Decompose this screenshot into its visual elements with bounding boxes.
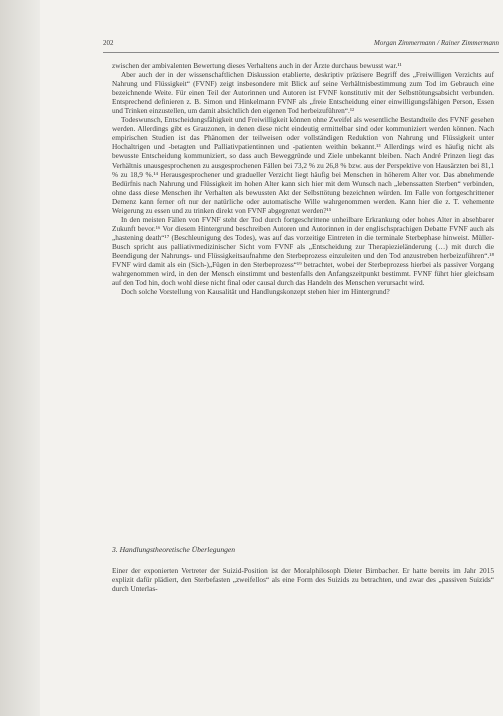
- running-head-authors: Morgan Zimmermann / Rainer Zimmermann: [374, 39, 499, 47]
- paragraph: Einer der exponierten Vertreter der Suizid-Position ist der Moralphilosoph Dieter Birnbacher. Er hatte bereits im Jahr 2015 explizit dafür plädiert, den Sterbefasten „zweifellos“ als eine Form des Suizids zu betrachten, und zwar des „passiven Suizids“ durch Unterlas-: [112, 566, 494, 594]
- header-rule: [103, 52, 499, 53]
- paragraph: In den meisten Fällen von FVNF steht der Tod durch fortgeschrittene unheilbare Erkrankung oder hohes Alter in absehbarer Zukunft bevor.¹⁶ Vor diesem Hintergrund beschreiben Autoren und Autorinnen in der englischsprachigen Debatte FVNF auch als „hastening death“¹⁷ (Beschleunigung des Todes), was auf das vorzeitige Eintreten in die terminale Sterbephase hinweist. Müller-Busch spricht aus palliativmedizinischer Sicht vom FVNF als „Entscheidung zur Therapiezieländerung (…) mit durch die Beendigung der Nahrungs- und Flüssigkeitsaufnahme den Sterbeprozess einzuleiten und den Tod anzustreben herbeizuführen“.¹⁸ FVNF wird damit als ein (Sich-)„Fügen in den Sterbeprozess“¹⁹ betrachtet, wobei der Sterbeprozess hierbei als passiver Vorgang wahrgenommen wird, in den der Mensch einstimmt und bestenfalls den Anfangszeitpunkt bestimmt. FVNF führt hier gleichsam auf den Tod hin, doch wohl diese nicht final oder causal durch das Handeln des Menschen verursacht wird.: [112, 214, 494, 288]
- binding-shadow: [0, 0, 40, 716]
- paragraph: zwischen der ambivalenten Bewertung dieses Verhaltens auch in der Ärzte durchaus bewusst war.¹¹: [112, 61, 402, 70]
- paragraph: Todeswunsch, Entscheidungsfähigkeit und Freiwilligkeit können ohne Zweifel als wesentliche Bestandteile des FVNF gesehen werden. Allerdings gibt es Grauzonen, in denen diese nicht eindeutig ermittelbar sind oder kommuniziert werden können. Nach empirischen Studien ist das Phänomen der teilweisen oder vollständigen Reduktion von Nahrung und Flüssigkeit unter Hochaltrigen und -betagten und Palliativpatientinnen und -patienten weithin bekannt.¹³ Allerdings wird es häufig nicht als bewusste Entscheidung kommuniziert, so dass auch Beweggründe und Ziele unbekannt bleiben. Nach André Prinzen liegt das Verhältnis unausgesprochenen zu ausgesprochenen Fällen bei 73,2 % zu 26,8 % bzw. aus der Perspektive von Hausärzten bei 81,1 % zu 18,9 %.¹⁴ Herausgesprochener und gradueller Verzicht liegt häufig bei Menschen in höherem Alter vor. Das abnehmende Bedürfnis nach Nahrung und Flüssigkeit im hohen Alter kann sich hier mit dem Wunsch nach „lebenssatten Sterben“ verbinden, ohne dass diese Menschen ihr Verhalten als bewussten Akt der Selbsttötung bezeichnen würden. Im Falle von fortgeschrittener Demenz kann ferner oft nur der natürliche oder automatische Wille wahrgenommen werden. Kann hier die z. T. vehemente Weigerung zu essen und zu trinken direkt von FVNF abgegrenzt werden?¹⁵: [112, 115, 494, 215]
- running-header: [103, 37, 499, 51]
- body-text: [112, 61, 494, 296]
- section-heading: 3. Handlungstheoretische Überlegungen: [112, 545, 236, 554]
- paragraph: Aber auch der in der wissenschaftlichen Diskussion etablierte, deskriptiv präzisere Begriff des „Freiwilligen Verzichts auf Nahrung und Flüssigkeit“ (FVNF) zeigt insbesondere mit Blick auf seine Verhältnisbestimmung zum Tod im Gebrauch eine bezeichnende Weite. Für einen Teil der Autorinnen und Autoren ist FVNF konstitutiv mit der Selbsttötungsabsicht verbunden. Entsprechend definieren z. B. Simon und Hinkelmann FVNF als „freie Entscheidung einer einwilligungsfähigen Person, Essen und Trinken einzustellen, um damit absichtlich den eigenen Tod herbeizuführen“.¹²: [112, 70, 494, 116]
- section-body: [112, 566, 494, 593]
- paragraph: Doch solche Vorstellung von Kausalität und Handlungskonzept stehen hier im Hintergrund?: [121, 287, 390, 297]
- page-number: 202: [103, 39, 114, 47]
